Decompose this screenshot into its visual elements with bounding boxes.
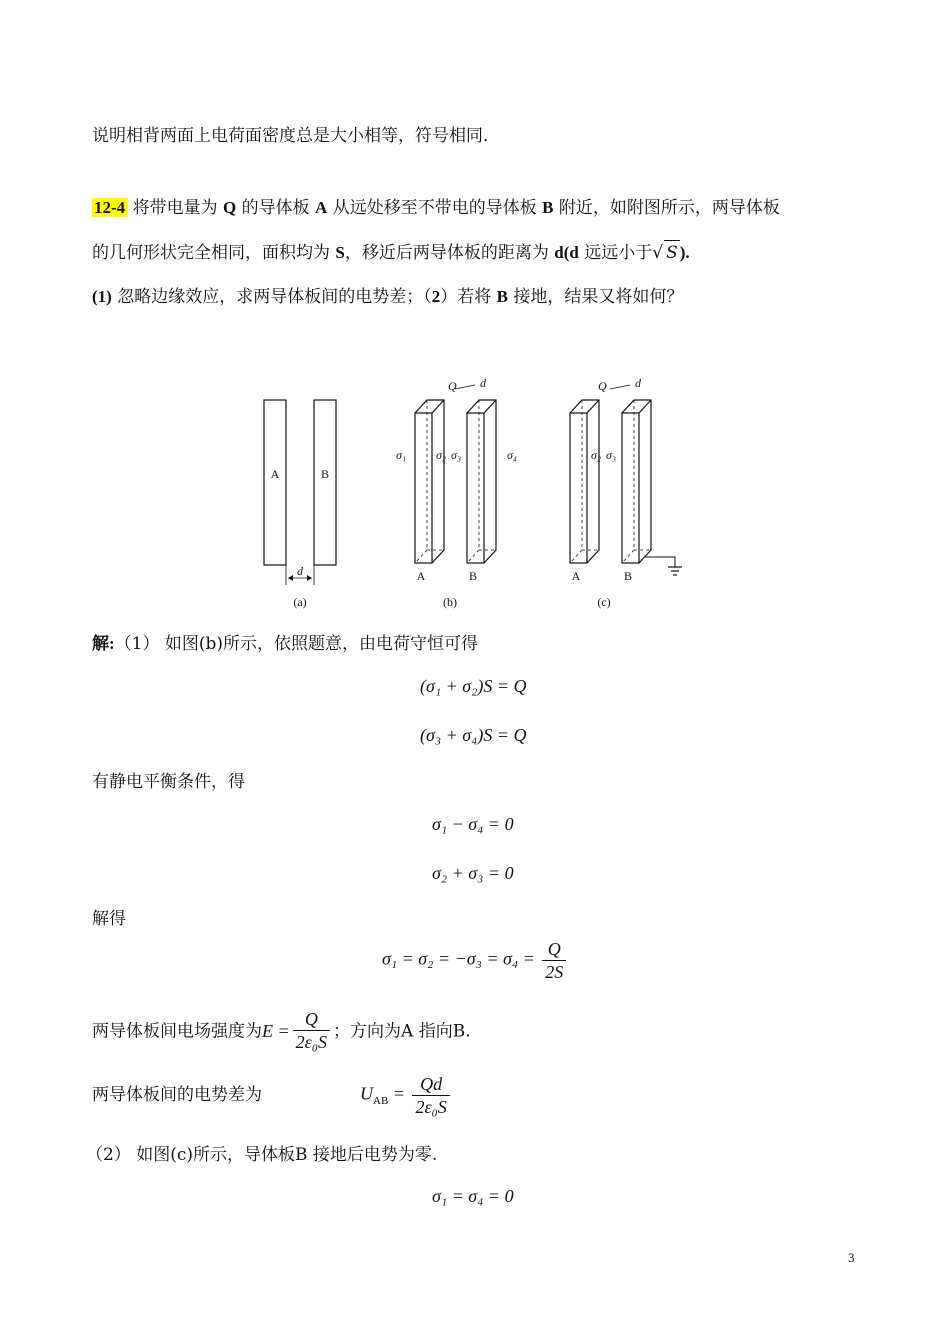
text-segment: 从远处移至不带电的导体板 <box>327 198 543 218</box>
equation-3: σ₁ − σ₄ = 0 <box>432 814 514 834</box>
label-q: Q <box>448 379 457 393</box>
text-segment: ). <box>679 243 690 262</box>
equals: = <box>392 1083 405 1104</box>
q1-label: (1) <box>92 287 112 306</box>
numerator: Qd <box>412 1073 449 1096</box>
sqrt-s: S <box>664 240 680 265</box>
label-sigma-3: σ₃ <box>451 448 462 462</box>
symbol-d: d(d <box>554 243 579 262</box>
symbol-s: S <box>335 243 345 262</box>
label-sigma-2: σ₂ <box>436 448 447 462</box>
caption-a: (a) <box>293 595 307 609</box>
symbol-a: A <box>315 198 328 217</box>
label-a: A <box>571 569 581 583</box>
capacitor-plates-figure <box>250 365 700 615</box>
text-segment: ；方向为A 指向B. <box>333 1021 471 1042</box>
caption-c: (c) <box>597 595 611 609</box>
equation-2: (σ₃ + σ₄)S = Q <box>420 725 527 745</box>
fraction <box>412 1073 449 1118</box>
equation-1: (σ₁ + σ₂)S = Q <box>420 676 527 696</box>
label-q: Q <box>598 379 607 393</box>
numerator: Q <box>293 1008 330 1031</box>
intro-line: 说明相背两面上电荷面密度总是大小相等，符号相同． <box>92 126 500 146</box>
equation-7 <box>360 1073 453 1118</box>
label-sigma-3: σ₃ <box>606 448 617 462</box>
denominator: 2ε₀S <box>295 1032 328 1052</box>
text-segment: 接地，结果又将如何？ <box>507 287 684 307</box>
figure-c <box>570 376 682 609</box>
text-segment: （1） 如图(b)所示，依照题意，由电荷守恒可得 <box>114 634 479 654</box>
q2-number: 2 <box>431 287 441 306</box>
equation-4: σ₂ + σ₃ = 0 <box>432 863 514 883</box>
solved-line: 解得 <box>92 909 126 929</box>
fraction <box>542 938 566 983</box>
text-segment: 远远小于 <box>578 243 653 263</box>
numerator: Q <box>542 938 566 961</box>
label-b: B <box>320 467 330 481</box>
denominator: 2ε₀S <box>415 1097 447 1117</box>
figure-b <box>396 376 517 609</box>
solution-line-1 <box>92 632 478 656</box>
static-equilibrium-line: 有静电平衡条件，得 <box>92 772 245 792</box>
equation-5 <box>382 938 569 983</box>
problem-line-1 <box>92 196 780 220</box>
label-b: B <box>468 569 478 583</box>
label-d: d <box>297 564 303 578</box>
symbol-b: B <box>496 287 508 306</box>
text-segment: 将带电量为 <box>127 198 223 218</box>
part-2-line: （2） 如图(c)所示，导体板B 接地后电势为零. <box>86 1145 438 1165</box>
text-segment: 忽略边缘效应，求两导体板间的电势差；（ <box>111 287 432 307</box>
text-segment: 的导体板 <box>236 198 316 218</box>
text-segment: 附近，如附图所示，两导体板 <box>553 198 780 218</box>
caption-b: (b) <box>443 595 457 609</box>
label-a: A <box>270 467 280 481</box>
symbol-b: B <box>542 198 554 217</box>
equation-5-lhs: σ₁ = σ₂ = −σ₃ = σ₄ = <box>382 948 535 969</box>
plate-b <box>314 400 336 565</box>
plate-a <box>264 400 286 565</box>
potential-line: 两导体板间的电势差为 <box>92 1085 262 1105</box>
label-sigma-2: σ₂ <box>591 448 602 462</box>
text-segment: 的几何形状完全相同，面积均为 <box>92 243 336 263</box>
label-d: d <box>635 376 641 390</box>
fraction <box>293 1008 330 1053</box>
problem-number: 12-4 <box>94 198 126 217</box>
equation-7-subscript: AB <box>373 1095 389 1108</box>
text-segment: ）若将 <box>440 287 497 307</box>
field-strength-line <box>92 1010 471 1055</box>
equation-7-lhs: U <box>360 1083 373 1104</box>
text-segment: 两导体板间电场强度为 <box>92 1021 262 1042</box>
label-d: d <box>480 376 486 390</box>
symbol-q: Q <box>222 198 237 217</box>
solution-label: 解: <box>92 634 115 653</box>
denominator: 2S <box>545 962 564 982</box>
label-a: A <box>416 569 426 583</box>
page-number: 3 <box>848 1250 855 1265</box>
text-segment: ，移近后两导体板的距离为 <box>344 243 555 263</box>
equation-6-lhs: E = <box>262 1020 290 1041</box>
problem-line-3 <box>92 285 683 309</box>
label-b: B <box>623 569 633 583</box>
problem-line-2: 的几何形状完全相同，面积均为 S，移近后两导体板的距离为 d(d 远远小于√ S ). <box>92 240 690 265</box>
equation-6 <box>262 1009 333 1052</box>
label-sigma-4: σ₄ <box>507 448 518 462</box>
label-sigma-1: σ₁ <box>396 448 407 462</box>
figure-a <box>264 400 336 609</box>
equation-8: σ₁ = σ₄ = 0 <box>432 1186 514 1206</box>
